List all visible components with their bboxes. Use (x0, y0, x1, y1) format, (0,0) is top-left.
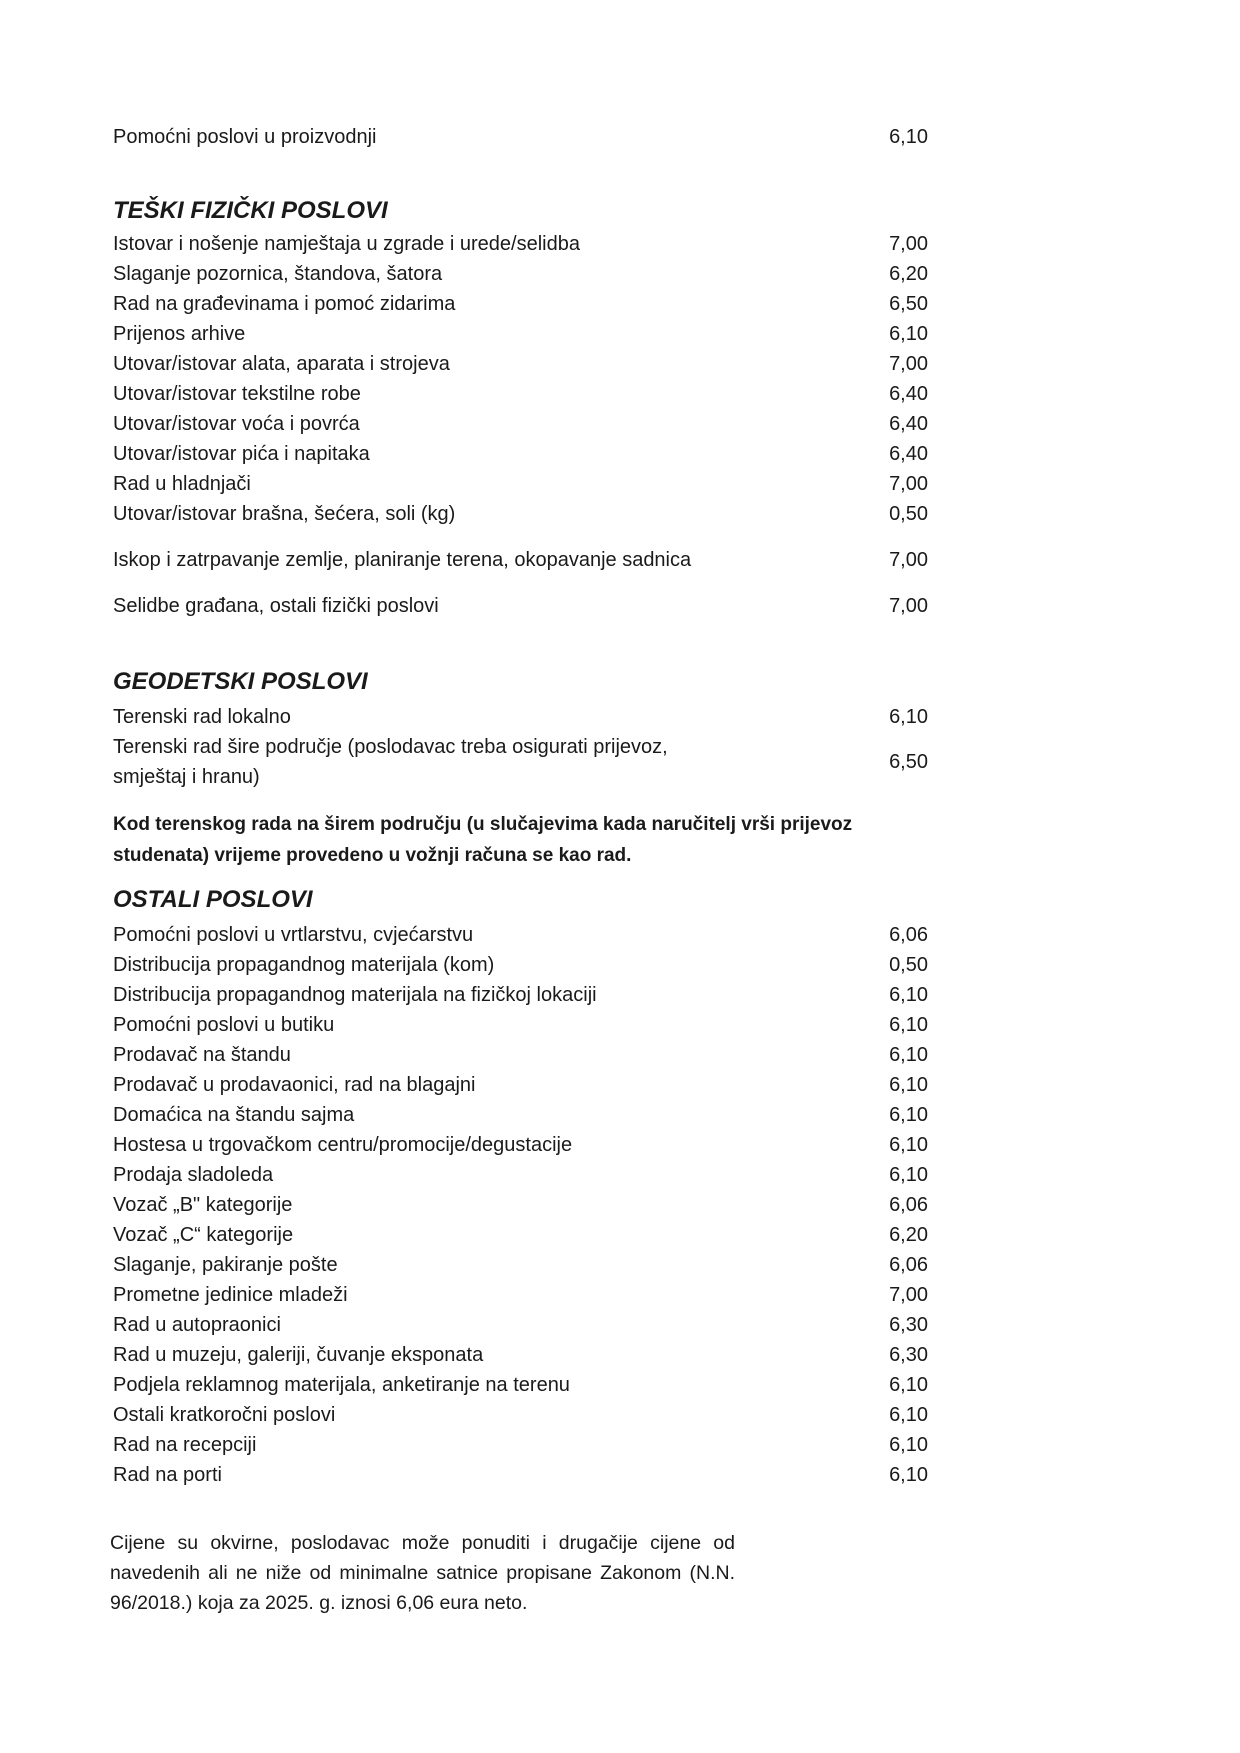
section-heading-teski: TEŠKI FIZIČKI POSLOVI (113, 197, 388, 224)
list-item (113, 1250, 928, 1280)
field-work-note: Kod terenskog rada na širem području (u slučajevima kada naručitelj vrši prijevoz studenata) vrijeme provedeno u vožnji računa se kao rad. (113, 814, 853, 866)
list-item (113, 1100, 928, 1130)
item-label: Slaganje, pakiranje pošte (113, 1254, 338, 1276)
list-item (113, 1070, 928, 1100)
item-rate: 6,10 (889, 323, 928, 345)
item-label: Slaganje pozornica, štandova, šatora (113, 263, 443, 285)
item-rate: 6,10 (889, 1104, 928, 1126)
item-label: Pomoćni poslovi u vrtlarstvu, cvjećarstvu (113, 924, 474, 946)
item-rate: 6,30 (889, 1344, 928, 1366)
item-rate: 0,50 (889, 954, 928, 976)
item-rate: 6,10 (889, 1134, 928, 1156)
item-label: Selidbe građana, ostali fizički poslovi (113, 595, 439, 617)
list-item (113, 950, 928, 980)
list-item (113, 289, 928, 319)
item-label: Hostesa u trgovačkom centru/promocije/degustacije (113, 1134, 573, 1156)
list-item (113, 1220, 928, 1250)
item-label: Utovar/istovar voća i povrća (113, 413, 360, 435)
item-rate: 6,06 (889, 924, 928, 946)
item-rate: 6,20 (889, 263, 928, 285)
item-label: Vozač „B" kategorije (113, 1194, 293, 1216)
list-item (113, 980, 928, 1010)
item-rate: 6,10 (889, 1074, 928, 1096)
section-heading-geodetski: GEODETSKI POSLOVI (113, 668, 368, 695)
list-item (113, 702, 928, 732)
item-label: Utovar/istovar pića i napitaka (113, 443, 370, 465)
item-rate: 6,30 (889, 1314, 928, 1336)
list-item (113, 545, 928, 575)
item-label: Terenski rad šire područje (poslodavac treba osigurati prijevoz, smještaj i hranu) (113, 736, 668, 788)
item-rate: 6,10 (889, 1164, 928, 1186)
item-label: Vozač „C“ kategorije (113, 1224, 294, 1246)
item-label: Rad na građevinama i pomoć zidarima (113, 293, 456, 315)
list-item (113, 1460, 928, 1490)
item-label: Domaćica na štandu sajma (113, 1104, 355, 1126)
list-item (113, 229, 928, 259)
item-rate: 6,10 (889, 1404, 928, 1426)
list-item (113, 1430, 928, 1460)
item-rate: 6,10 (889, 1044, 928, 1066)
item-label: Terenski rad lokalno (113, 706, 291, 728)
item-rate: 7,00 (889, 353, 928, 375)
list-item (113, 1280, 928, 1310)
item-label: Ostali kratkoročni poslovi (113, 1404, 336, 1426)
item-rate: 6,10 (889, 706, 928, 728)
list-item (113, 469, 928, 499)
list-item (113, 732, 928, 792)
list-item (113, 319, 928, 349)
item-rate: 6,10 (889, 1464, 928, 1486)
item-rate: 6,10 (889, 1014, 928, 1036)
item-label: Rad u autopraonici (113, 1314, 281, 1336)
item-label: Utovar/istovar brašna, šećera, soli (kg) (113, 503, 456, 525)
item-rate: 6,06 (889, 1194, 928, 1216)
item-rate: 7,00 (889, 595, 928, 617)
list-item (113, 1340, 928, 1370)
list-item (113, 1160, 928, 1190)
item-label: Rad na porti (113, 1464, 222, 1486)
item-rate: 6,10 (889, 984, 928, 1006)
item-label: Distribucija propagandnog materijala na fizičkoj lokaciji (113, 984, 597, 1006)
pricing-disclaimer: Cijene su okvirne, poslodavac može ponuditi i drugačije cijene od navedenih ali ne niže od minimalne satnice propisane Zakonom (N.N. 96/2018.) koja za 2025. g. iznosi 6,06 eura neto. (110, 1532, 735, 1614)
list-item (113, 1190, 928, 1220)
item-label: Prodavač u prodavaonici, rad na blagajni (113, 1074, 476, 1096)
list-item (113, 1130, 928, 1160)
top-item-row (113, 122, 928, 152)
list-item (113, 1370, 928, 1400)
item-rate: 6,10 (889, 1434, 928, 1456)
list-item (113, 1310, 928, 1340)
item-rate: 7,00 (889, 549, 928, 571)
list-item (113, 1400, 928, 1430)
list-item (113, 379, 928, 409)
item-label: Prodavač na štandu (113, 1044, 291, 1066)
item-label: Utovar/istovar alata, aparata i strojeva (113, 353, 450, 375)
item-label: Podjela reklamnog materijala, anketiranje na terenu (113, 1374, 570, 1396)
item-rate: 6,50 (889, 293, 928, 315)
item-rate: 6,40 (889, 383, 928, 405)
item-rate: 6,20 (889, 1224, 928, 1246)
item-rate: 6,10 (889, 1374, 928, 1396)
item-label: Rad na recepciji (113, 1434, 257, 1456)
list-item (113, 1040, 928, 1070)
item-rate: 6,10 (889, 126, 928, 148)
list-item (113, 499, 928, 529)
item-label: Pomoćni poslovi u butiku (113, 1014, 335, 1036)
item-label: Distribucija propagandnog materijala (kom) (113, 954, 495, 976)
item-rate: 7,00 (889, 473, 928, 495)
item-label: Prometne jedinice mladeži (113, 1284, 348, 1306)
list-item (113, 409, 928, 439)
item-rate: 6,40 (889, 413, 928, 435)
list-item (113, 1010, 928, 1040)
item-rate: 7,00 (889, 1284, 928, 1306)
item-rate: 6,40 (889, 443, 928, 465)
list-item (113, 439, 928, 469)
item-rate: 6,06 (889, 1254, 928, 1276)
item-rate: 0,50 (889, 503, 928, 525)
item-label: Prijenos arhive (113, 323, 246, 345)
item-label: Pomoćni poslovi u proizvodnji (113, 126, 377, 148)
item-label: Istovar i nošenje namještaja u zgrade i urede/selidba (113, 233, 580, 255)
item-label: Iskop i zatrpavanje zemlje, planiranje terena, okopavanje sadnica (113, 549, 692, 571)
list-item (113, 920, 928, 950)
list-item (113, 259, 928, 289)
item-label: Rad u hladnjači (113, 473, 251, 495)
item-label: Utovar/istovar tekstilne robe (113, 383, 361, 405)
item-label: Rad u muzeju, galeriji, čuvanje eksponata (113, 1344, 484, 1366)
item-label: Prodaja sladoleda (113, 1164, 274, 1186)
item-rate: 6,50 (889, 751, 928, 773)
list-item (113, 349, 928, 379)
list-item (113, 591, 928, 621)
item-rate: 7,00 (889, 233, 928, 255)
section-heading-ostali: OSTALI POSLOVI (113, 886, 313, 913)
